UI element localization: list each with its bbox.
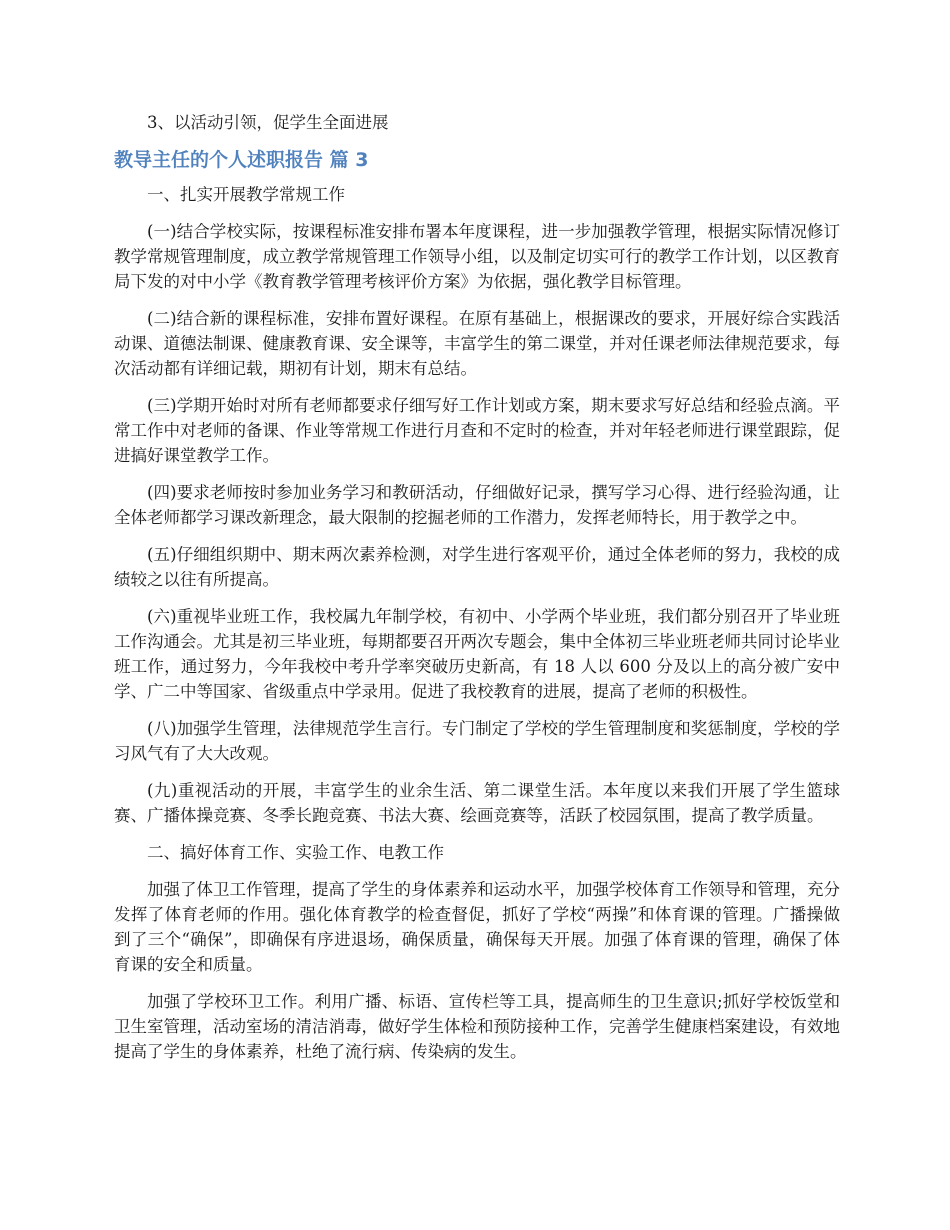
paragraph-item-9: (九)重视活动的开展，丰富学生的业余生活、第二课堂生活。本年度以来我们开展了学生篮球赛、广播体操竞赛、冬季长跑竞赛、书法大赛、绘画竞赛等，活跃了校园氛围，提高了教学质量。: [114, 781, 840, 825]
document-page: [114, 110, 840, 1076]
paragraph-item-6: (六)重视毕业班工作，我校属九年制学校，有初中、小学两个毕业班，我们都分别召开了毕业班工作沟通会。尤其是初三毕业班，每期都要召开两次专题会，集中全体初三毕业班老师共同讨论毕业班工作，通过努力，今年我校中考升学率突破历史新高，有 18 人以 600 分及以上的高分被广安中学、广二中等国家、省级重点中学录用。促进了我校教育的进展，提高了老师的积极性。: [114, 607, 840, 701]
paragraph-item-3: (三)学期开始时对所有老师都要求仔细写好工作计划或方案，期末要求写好总结和经验点滴。平常工作中对老师的备课、作业等常规工作进行月查和不定时的检查，并对年轻老师进行课堂跟踪，促进搞好课堂教学工作。: [114, 396, 840, 465]
paragraph-section-one-title: 一、扎实开展教学常规工作: [147, 185, 345, 204]
paragraph-item-1: (一)结合学校实际，按课程标准安排布署本年度课程，进一步加强教学管理，根据实际情况修订教学常规管理制度，成立教学常规管理工作领导小组，以及制定切实可行的教学工作计划，以区教育局下发的对中小学《教育教学管理考核评价方案》为依据，强化教学目标管理。: [114, 222, 840, 291]
paragraph-item-5: (五)仔细组织期中、期末两次素养检测，对学生进行客观平价，通过全体老师的努力，我校的成绩较之以往有所提高。: [114, 545, 840, 589]
paragraph-hygiene-work: 加强了学校环卫工作。利用广播、标语、宣传栏等工具，提高师生的卫生意识;抓好学校饭堂和卫生室管理，活动室场的清洁消毒，做好学生体检和预防接种工作，完善学生健康档案建设，有效地提高了学生的身体素养，杜绝了流行病、传染病的发生。: [114, 992, 840, 1061]
paragraph-section-two-title: 二、搞好体育工作、实验工作、电教工作: [147, 843, 444, 862]
paragraph-sports-management: 加强了体卫工作管理，提高了学生的身体素养和运动水平，加强学校体育工作领导和管理，充分发挥了体育老师的作用。强化体育教学的检查督促，抓好了学校“两操”和体育课的管理。广播操做到了三个“确保”，即确保有序进退场，确保质量，确保每天开展。加强了体育课的管理，确保了体育课的安全和质量。: [114, 880, 840, 974]
paragraph-item-2: (二)结合新的课程标准，安排布置好课程。在原有基础上，根据课改的要求，开展好综合实践活动课、道德法制课、健康教育课、安全课等，丰富学生的第二课堂，并对任课老师法律规范要求，每次活动都有详细记载，期初有计划，期末有总结。: [114, 309, 840, 378]
paragraph-item-8: (八)加强学生管理，法律规范学生言行。专门制定了学校的学生管理制度和奖惩制度，学校的学习风气有了大大改观。: [114, 719, 840, 763]
paragraph-item-4: (四)要求老师按时参加业务学习和教研活动，仔细做好记录，撰写学习心得、进行经验沟通，让全体老师都学习课改新理念，最大限制的挖掘老师的工作潜力，发挥老师特长，用于教学之中。: [114, 483, 840, 527]
intro-line: 3、以活动引领，促学生全面进展: [147, 113, 389, 132]
section-heading: 教导主任的个人述职报告 篇 3: [114, 149, 369, 171]
